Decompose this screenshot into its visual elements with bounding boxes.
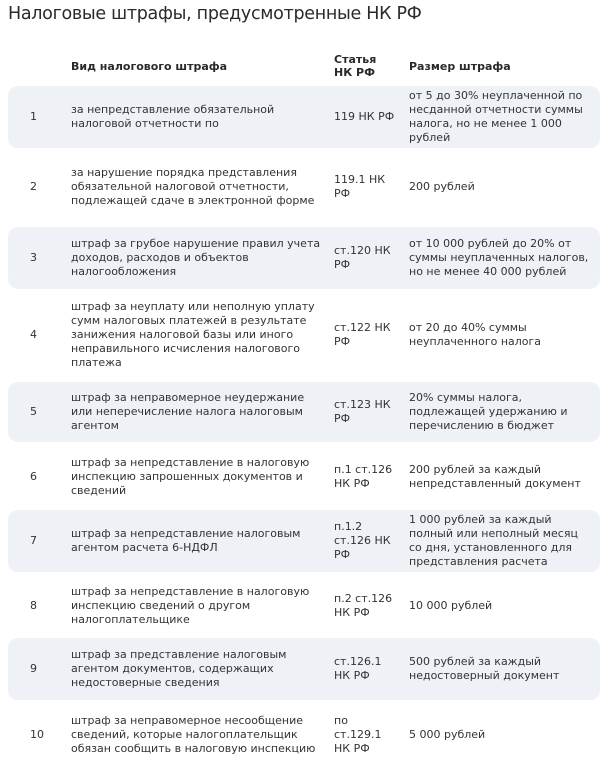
row-amount: 10 000 рублей [409,599,493,612]
row-amount: 5 000 рублей [409,728,486,741]
row-number: 4 [30,328,37,341]
row-kind: штраф за неуплату или неполную уплату сумм налоговых платежей в результате занижения налоговой базы или иного неправильного исчисления налогового платежа [71,300,315,369]
row-number: 3 [30,251,37,264]
column-header-kind: Вид налогового штрафа [71,60,228,73]
table-row [8,292,600,378]
row-amount: 1 000 рублей за каждый полный или неполный месяц со дня, установленного для представления расчета [409,513,578,568]
column-header-article: Статья НК РФ [334,53,377,79]
row-amount: 200 рублей за каждый непредставленный документ [409,463,581,490]
row-number: 1 [30,110,37,123]
row-number: 6 [30,470,37,483]
row-number: 9 [30,662,37,675]
table-row [8,638,600,700]
row-kind: за нарушение порядка представления обязательной налоговой отчетности, подлежащей сдаче в электронной форме [71,166,315,207]
row-number: 10 [30,728,44,741]
row-amount: от 20 до 40% суммы неуплаченного налога [409,321,542,348]
table-row [8,151,600,223]
row-article: по ст.129.1 НК РФ [334,714,382,755]
column-header-amount: Размер штрафа [409,60,511,73]
table-row [8,575,600,637]
table-header [0,51,608,87]
row-article: 119 НК РФ [334,110,395,123]
row-amount: 500 рублей за каждый недостоверный документ [409,655,560,682]
row-kind: штраф за неправомерное неудержание или неперечисление налога налоговым агентом [71,391,305,432]
row-article: п.1 ст.126 НК РФ [334,463,393,490]
row-article: ст.126.1 НК РФ [334,655,382,682]
row-kind: штраф за непредставление в налоговую инспекцию запрошенных документов и сведений [71,456,310,497]
row-kind: штраф за неправомерное несообщение сведений, которые налогоплательщик обязан сообщить в налоговую инспекцию [71,714,316,755]
table-row [8,227,600,289]
row-article: п.2 ст.126 НК РФ [334,592,393,619]
row-number: 8 [30,599,37,612]
row-kind: штраф за непредставление налоговым агентом расчета 6-НДФЛ [71,527,301,554]
row-article: ст.120 НК РФ [334,244,391,271]
row-article: ст.123 НК РФ [334,398,391,425]
table-row [8,86,600,148]
table-row [8,446,600,508]
row-article: 119.1 НК РФ [334,173,386,200]
row-article: п.1.2 ст.126 НК РФ [334,520,391,561]
row-kind: за непредставление обязательной налоговой отчетности по [71,103,275,130]
row-kind: штраф за непредставление в налоговую инспекцию сведений о другом налогоплательщике [71,585,310,626]
row-amount: от 5 до 30% неуплаченной по несданной отчетности суммы налога, но не менее 1 000 рублей [409,89,583,144]
row-kind: штраф за грубое нарушение правил учета доходов, расходов и объектов налогообложения [71,237,321,278]
row-number: 2 [30,180,37,193]
table-row [8,702,600,768]
row-kind: штраф за представление налоговым агентом документов, содержащих недостоверные сведения [71,648,287,689]
row-amount: 20% суммы налога, подлежащей удержанию и перечислению в бюджет [409,391,568,432]
row-number: 5 [30,405,37,418]
row-amount: от 10 000 рублей до 20% от суммы неуплаченных налогов, но не менее 40 000 рублей [409,237,589,278]
table-row [8,510,600,572]
row-number: 7 [30,534,37,547]
page-title: Налоговые штрафы, предусмотренные НК РФ [8,4,422,24]
row-amount: 200 рублей [409,180,475,193]
row-article: ст.122 НК РФ [334,321,391,348]
table-row [8,382,600,442]
